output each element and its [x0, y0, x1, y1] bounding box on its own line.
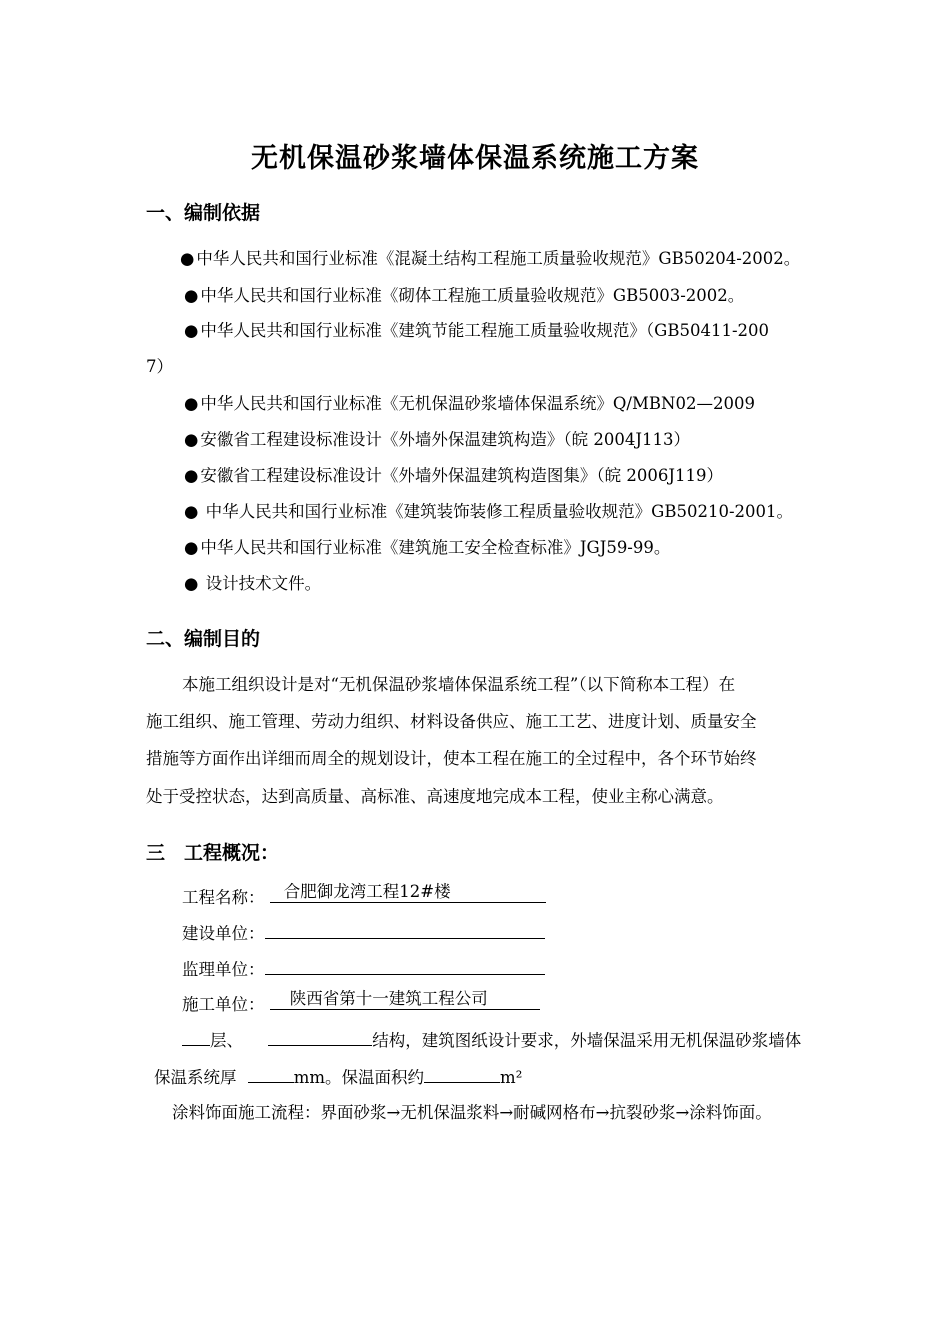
thickness-field: [248, 1066, 294, 1083]
structure-row: [182, 1027, 801, 1051]
process-flow-line: 涂料饰面施工流程：界面砂浆→无机保温浆料→耐碱网格布→抗裂砂浆→涂料饰面。: [172, 1103, 772, 1122]
basis-item: ● 中华人民共和国行业标准《无机保温砂浆墙体保温系统》Q/MBN02—2009: [184, 394, 755, 413]
basis-item: ● 中华人民共和国行业标准《建筑施工安全检查标准》JGJ59-99。: [184, 538, 671, 557]
project-name-label: 工程名称：: [182, 888, 265, 907]
purpose-paragraph-line: 施工组织、施工管理、劳动力组织、材料设备供应、施工工艺、进度计划、质量安全: [146, 712, 757, 731]
thickness-label: 保温系统厚: [154, 1068, 237, 1087]
project-name-row: [182, 884, 546, 908]
owner-label: 建设单位：: [182, 924, 265, 943]
basis-item: ● 中华人民共和国行业标准《砌体工程施工质量验收规范》GB5003-2002。: [184, 286, 745, 305]
contractor-row: [182, 991, 540, 1015]
basis-item: ● 安徽省工程建设标准设计《外墙外保温建筑构造图集》（皖 2006J119）: [184, 466, 724, 485]
basis-item-continuation: 7）: [146, 357, 173, 376]
thickness-unit: mm。保温面积约: [293, 1068, 425, 1087]
bullet-icon: ●: [184, 466, 199, 485]
bullet-icon: ●: [180, 249, 195, 268]
structure-field: [268, 1029, 372, 1046]
supervisor-field: [265, 958, 545, 975]
basis-item: ● 安徽省工程建设标准设计《外墙外保温建筑构造》（皖 2004J113）: [184, 430, 691, 449]
bullet-icon: ●: [184, 394, 199, 413]
document-title: 无机保温砂浆墙体保温系统施工方案: [251, 143, 699, 174]
thickness-row: [154, 1064, 522, 1088]
section-heading-basis: 一、编制依据: [146, 202, 261, 224]
basis-item: ● 设计技术文件。: [184, 574, 322, 593]
basis-item: ● 中华人民共和国行业标准《建筑装饰装修工程质量验收规范》GB50210-2001。: [184, 502, 794, 521]
bullet-icon: ●: [184, 502, 199, 521]
contractor-label: 施工单位：: [182, 995, 265, 1014]
contractor-value: 陕西省第十一建筑工程公司: [289, 989, 488, 1008]
purpose-paragraph-line: 处于受控状态，达到高质量、高标准、高速度地完成本工程，使业主称心满意。: [146, 787, 724, 806]
floors-suffix: 层、: [210, 1031, 243, 1050]
floors-field: [182, 1029, 210, 1046]
section-heading-purpose: 二、编制目的: [146, 628, 261, 650]
owner-row: [182, 920, 545, 944]
supervisor-row: [182, 956, 545, 980]
bullet-icon: ●: [184, 286, 199, 305]
bullet-icon: ●: [184, 574, 199, 593]
purpose-paragraph-line: 本施工组织设计是对“无机保温砂浆墙体保温系统工程”（以下简称本工程）在: [182, 675, 736, 694]
bullet-icon: ●: [184, 430, 199, 449]
project-name-field: [270, 882, 546, 903]
basis-item: ● 中华人民共和国行业标准《建筑节能工程施工质量验收规范》（GB50411-200: [184, 321, 770, 340]
structure-text: 结构，建筑图纸设计要求，外墙保温采用无机保温砂浆墙体: [372, 1031, 802, 1050]
project-name-value: 合肥御龙湾工程12#楼: [283, 882, 451, 901]
bullet-icon: ●: [184, 538, 199, 557]
basis-item: ● 中华人民共和国行业标准《混凝土结构工程施工质量验收规范》GB50204-2002。: [180, 249, 801, 268]
area-field: [424, 1066, 500, 1083]
purpose-paragraph-line: 措施等方面作出详细而周全的规划设计，使本工程在施工的全过程中，各个环节始终: [146, 749, 757, 768]
supervisor-label: 监理单位：: [182, 960, 265, 979]
owner-field: [265, 922, 545, 939]
area-unit: m²: [500, 1068, 523, 1087]
contractor-field: [270, 989, 540, 1010]
section-heading-overview: 三 工程概况：: [146, 842, 280, 864]
bullet-icon: ●: [184, 321, 199, 340]
